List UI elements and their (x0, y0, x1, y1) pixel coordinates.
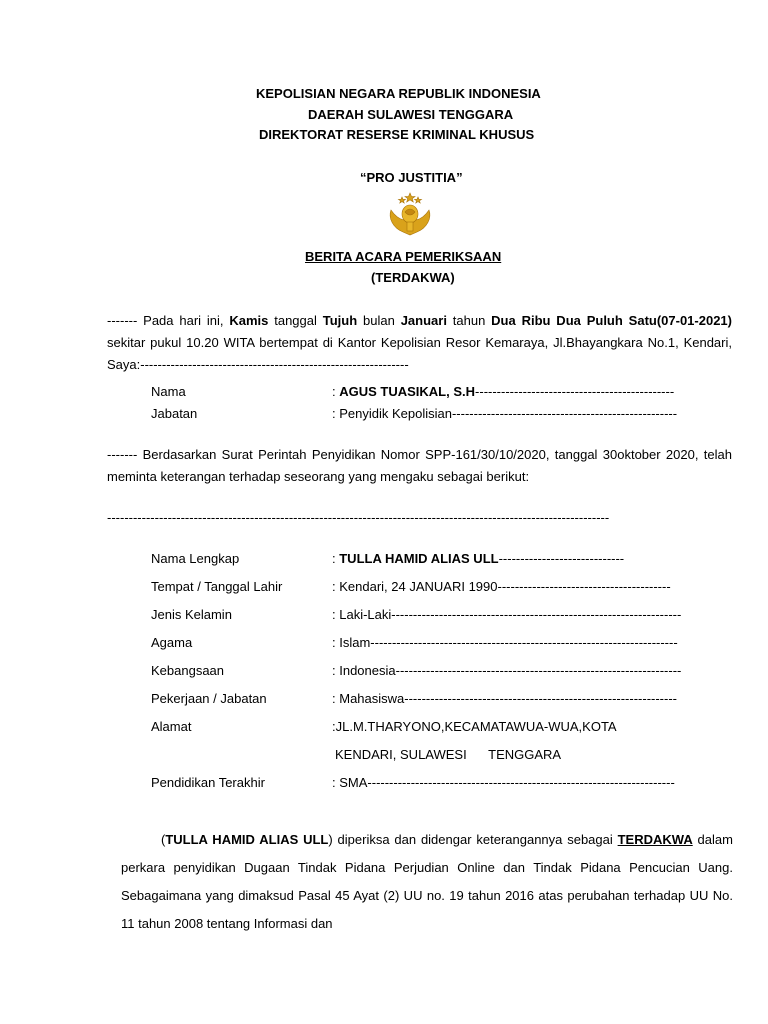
suspect-row (151, 775, 731, 795)
nationality: Indonesia (339, 663, 396, 678)
statement-text: ( (161, 832, 166, 847)
filler-dashes: ---------------------------------------------- (475, 384, 675, 399)
suspect-row (151, 747, 731, 767)
intro-month: Januari (400, 313, 447, 328)
statement-paragraph (121, 826, 733, 938)
field-value: : Kendari, 24 JANUARI 1990---------------------------------------- (332, 579, 671, 594)
intro-text: bulan (357, 313, 401, 328)
field-value: : TULLA HAMID ALIAS ULL----------------------------- (332, 551, 625, 566)
intro-year: Dua Ribu Dua Puluh Satu(07-01-2021) (491, 313, 732, 328)
suspect-name: TULLA HAMID ALIAS ULL (339, 551, 499, 566)
field-value (335, 747, 561, 762)
statement-suspect-name: TULLA HAMID ALIAS ULL (165, 832, 329, 847)
intro-date: Tujuh (322, 313, 358, 328)
field-label: Nama Lengkap (151, 551, 240, 566)
field-label: Alamat (151, 719, 192, 734)
field-value: : Indonesia------------------------------------------------------------------ (332, 663, 682, 678)
field-label: Pekerjaan / Jabatan (151, 691, 267, 706)
intro-lead: ------- Pada hari ini, (107, 313, 230, 328)
field-label: Agama (151, 635, 193, 650)
filler-dashes: ---------------------------------------------------- (451, 406, 678, 421)
filler-dashes: ----------------------------------------------------------------------- (367, 775, 675, 790)
field-value: : Islam----------------------------------------------------------------------- (332, 635, 678, 650)
header-line-2: DAERAH SULAWESI TENGGARA (308, 107, 514, 122)
investigator-row (151, 384, 731, 404)
statement-role: TERDAKWA (617, 832, 693, 847)
statement-text: dalam perkara penyidikan Dugaan Tindak Pidana Perjudian Online dan Tindak Pidana Pencucian Uang. Sebagaimana yang dimaksud Pasal 45 Ayat (2) UU no. 19 tahun 2016 atas perubahan terhadap UU No. 11 tahun 2008 tentang Informasi dan (121, 832, 733, 931)
filler-dashes: ---------------------------------------- (497, 579, 671, 594)
field-label: Pendidikan Terakhir (151, 775, 265, 790)
suspect-row (151, 579, 731, 599)
header-line-3: DIREKTORAT RESERSE KRIMINAL KHUSUS (259, 127, 535, 142)
suspect-row (151, 635, 731, 655)
field-label: Nama (151, 384, 186, 399)
investigator-position: Penyidik Kepolisian (339, 406, 452, 421)
investigator-name: AGUS TUASIKAL, S.H (339, 384, 476, 399)
basis-paragraph: ------- Berdasarkan Surat Perintah Penyidikan Nomor SPP-161/30/10/2020, tanggal 30oktober 2020, telah meminta keterangan terhadap seseorang yang mengaku sebagai berikut: (107, 447, 732, 484)
suspect-row (151, 719, 731, 739)
statement-text: ) diperiksa dan didengar keterangannya sebagai (328, 832, 618, 847)
filler-dashes: ----------------------------- (498, 551, 625, 566)
report-subtitle: (TERDAKWA) (371, 270, 455, 285)
field-value: : AGUS TUASIKAL, S.H---------------------------------------------- (332, 384, 675, 399)
education: SMA (339, 775, 368, 790)
suspect-row (151, 663, 731, 683)
field-label: Kebangsaan (151, 663, 225, 678)
field-value: : SMA----------------------------------------------------------------------- (332, 775, 675, 790)
field-label: Jabatan (151, 406, 198, 421)
suspect-row (151, 607, 731, 627)
intro-text: sekitar pukul 10.20 WITA bertempat di Kantor Kepolisian Resor Kemaraya, Jl.Bhayangkara No.1, Kendari, Saya:-------------------------------------------------------------- (107, 335, 732, 372)
field-label: Jenis Kelamin (151, 607, 232, 622)
police-emblem-icon (385, 192, 435, 236)
filler-dashes: --------------------------------------------------------------- (404, 691, 677, 706)
intro-day: Kamis (229, 313, 269, 328)
header-line-1: KEPOLISIAN NEGARA REPUBLIK INDONESIA (256, 86, 541, 101)
birth-place-date: Kendari, 24 JANUARI 1990 (339, 579, 498, 594)
filler-dashes: ------------------------------------------------------------------- (391, 607, 682, 622)
intro-paragraph (107, 310, 732, 376)
gender: Laki-Laki (339, 607, 392, 622)
suspect-row (151, 551, 731, 571)
report-title: BERITA ACARA PEMERIKSAAN (305, 249, 502, 264)
occupation: Mahasiswa (339, 691, 405, 706)
pro-justitia: “PRO JUSTITIA” (360, 170, 463, 185)
religion: Islam (339, 635, 371, 650)
separator-dashes: -------------------------------------------------------------------------------------------------------------------- (107, 510, 610, 525)
address-line-1: JL.M.THARYONO,KECAMATAWUA-WUA,KOTA (335, 719, 617, 734)
address-line-2: KENDARI, SULAWESI TENGGARA (335, 747, 562, 762)
field-value: : Mahasiswa--------------------------------------------------------------- (332, 691, 677, 706)
investigator-row (151, 406, 731, 426)
filler-dashes: ------------------------------------------------------------------ (395, 663, 682, 678)
field-label: Tempat / Tanggal Lahir (151, 579, 283, 594)
field-value: : Laki-Laki------------------------------------------------------------------- (332, 607, 682, 622)
filler-dashes: ----------------------------------------------------------------------- (370, 635, 678, 650)
field-value: :JL.M.THARYONO,KECAMATAWUA-WUA,KOTA (332, 719, 617, 734)
intro-text: tahun (446, 313, 492, 328)
intro-text: tanggal (268, 313, 323, 328)
field-value: : Penyidik Kepolisian---------------------------------------------------- (332, 406, 678, 421)
suspect-row (151, 691, 731, 711)
